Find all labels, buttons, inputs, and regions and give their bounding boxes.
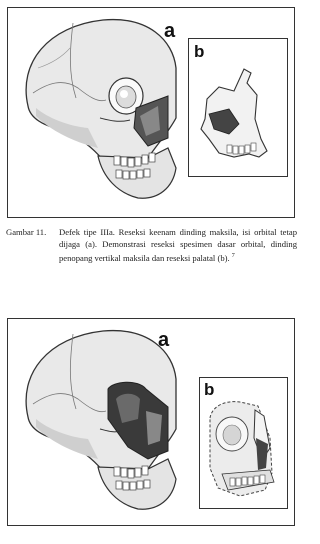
inset-panel-b (188, 38, 288, 177)
caption-body: Defek tipe IIIa. Reseksi keenam dinding maksila, isi orbital tetap dijaga (a). Demonstrasi reseksi spesimen dasar orbital, dinding penopang vertikal maksila dan reseksi palatal (b). (59, 227, 297, 263)
caption-label: Gambar 11. (6, 227, 47, 237)
figure-top (7, 7, 295, 218)
inset-panel-b (199, 377, 288, 509)
panel-a-label: a (164, 20, 176, 42)
panel-b-label: b (194, 42, 205, 61)
caption-text (59, 226, 297, 264)
figure-bottom (7, 318, 295, 526)
panel-a-label: a (158, 329, 170, 351)
caption-reference: 7 (231, 253, 235, 259)
panel-b-label: b (204, 380, 215, 399)
